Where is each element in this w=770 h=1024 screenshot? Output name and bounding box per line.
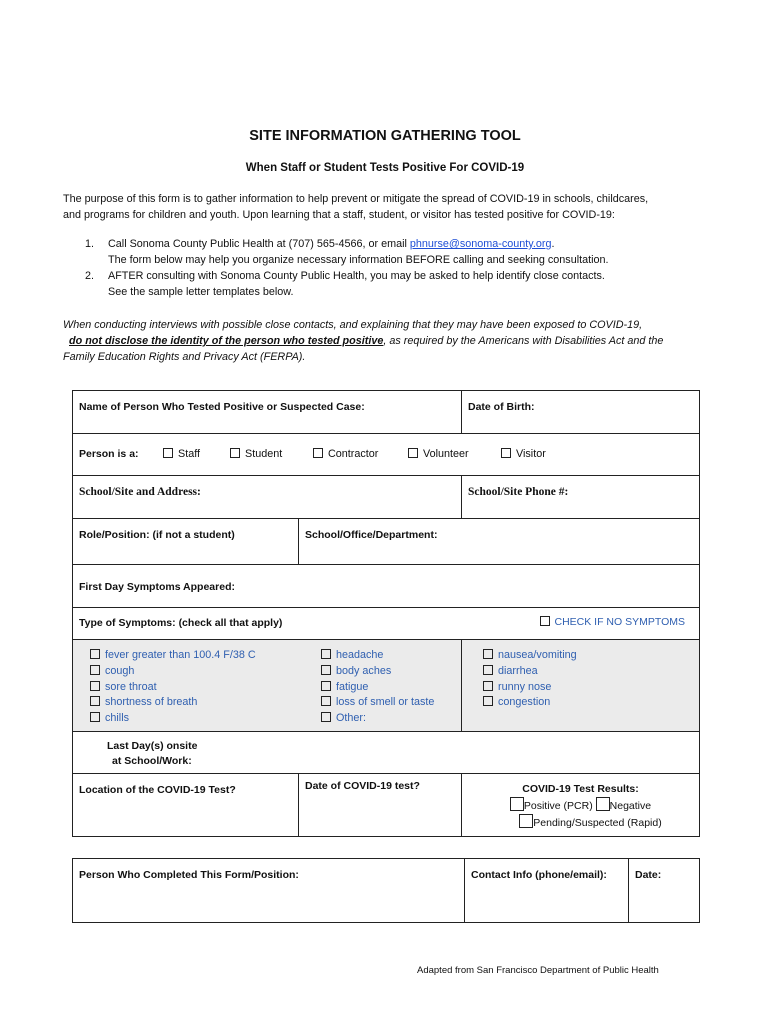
- contact-info-field[interactable]: [464, 859, 628, 922]
- test-results-label: COVID-19 Test Results:: [522, 783, 639, 795]
- role-label: Role/Position: (if not a student): [79, 529, 235, 541]
- name-label: Name of Person Who Tested Positive or Suspected Case:: [79, 401, 365, 413]
- symptom-label: nausea/vomiting: [498, 649, 577, 661]
- step-item: [85, 268, 705, 300]
- checkbox[interactable]: [90, 649, 100, 659]
- symptom-item[interactable]: [321, 680, 434, 696]
- checkbox[interactable]: [321, 665, 331, 675]
- last-day-label: at School/Work:: [112, 755, 192, 767]
- symptom-label: loss of smell or taste: [336, 696, 435, 709]
- symptom-label: fatigue: [336, 680, 369, 693]
- test-location-field[interactable]: [73, 774, 298, 836]
- symptom-label: chills: [105, 712, 129, 725]
- symptom-label: diarrhea: [498, 664, 538, 677]
- symptom-label: sore throat: [105, 680, 157, 693]
- checkbox-pending[interactable]: [519, 814, 533, 828]
- completed-by-field[interactable]: [73, 859, 464, 922]
- person-type-field: [73, 434, 699, 475]
- dob-label: Date of Birth:: [468, 401, 535, 413]
- symptom-item[interactable]: [321, 711, 434, 727]
- test-date-label: Date of COVID-19 test?: [305, 780, 420, 792]
- test-results-field: [461, 774, 699, 836]
- symptom-item[interactable]: [321, 648, 434, 664]
- intro-line: The purpose of this form is to gather information to help prevent or mitigate the spread of COVID-19 in schools, childcares,: [63, 193, 649, 205]
- footer-credit: Adapted from San Francisco Department of Public Health: [417, 965, 659, 976]
- checkbox[interactable]: [163, 448, 173, 458]
- first-day-label: First Day Symptoms Appeared:: [79, 581, 235, 593]
- option-label: Student: [245, 448, 283, 460]
- notice-line: Family Education Rights and Privacy Act (FERPA).: [63, 351, 306, 363]
- step-number: 1.: [85, 238, 95, 250]
- checkbox-negative[interactable]: [596, 797, 610, 811]
- checkbox[interactable]: [321, 649, 331, 659]
- school-phone-label: School/Site Phone #:: [468, 486, 569, 498]
- checkbox[interactable]: [321, 681, 331, 691]
- step-text: The form below may help you organize necessary information BEFORE calling and seeking consultation.: [108, 254, 609, 266]
- checkbox[interactable]: [501, 448, 511, 458]
- symptom-item[interactable]: [483, 680, 577, 696]
- symptoms-column-3: [483, 648, 577, 711]
- symptom-label: fever greater than 100.4 F/38 C: [105, 649, 256, 661]
- checkbox[interactable]: [230, 448, 240, 458]
- symptoms-header: [73, 608, 699, 639]
- form-row: [73, 518, 699, 564]
- steps-list: [85, 236, 705, 300]
- result-positive-label: Positive (PCR): [523, 800, 593, 812]
- test-location-label: Location of the COVID-19 Test?: [79, 784, 236, 796]
- symptoms-column-1: [90, 648, 256, 727]
- checkbox-positive[interactable]: [510, 797, 524, 811]
- contact-info-label: Contact Info (phone/email):: [471, 869, 607, 881]
- checkbox[interactable]: [408, 448, 418, 458]
- symptoms-row: [73, 639, 699, 731]
- notice-line: , as required by the Americans with Disabilities Act and the: [383, 335, 664, 347]
- step-item: [85, 236, 705, 268]
- checkbox[interactable]: [483, 665, 493, 675]
- office-field[interactable]: [298, 519, 699, 564]
- role-field[interactable]: [73, 519, 298, 564]
- notice-emphasis: do not disclose the identity of the person who tested positive: [69, 335, 384, 347]
- page-title: SITE INFORMATION GATHERING TOOL: [249, 128, 521, 144]
- privacy-notice: [63, 317, 713, 365]
- checkbox[interactable]: [90, 665, 100, 675]
- symptom-item[interactable]: [483, 648, 577, 664]
- school-address-label: School/Site and Address:: [79, 486, 201, 498]
- checkbox[interactable]: [483, 681, 493, 691]
- step-number: 2.: [85, 270, 95, 282]
- no-symptoms-option[interactable]: [540, 616, 686, 628]
- checkbox[interactable]: [90, 696, 100, 706]
- option-label: Staff: [178, 448, 201, 460]
- form-row: [73, 731, 699, 773]
- step-text: See the sample letter templates below.: [108, 286, 294, 298]
- checkbox[interactable]: [321, 696, 331, 706]
- option-label: Contractor: [328, 448, 379, 460]
- symptom-label: Other:: [336, 712, 367, 725]
- school-phone-field[interactable]: [461, 476, 699, 518]
- step-text: AFTER consulting with Sonoma County Public Health, you may be asked to help identify close contacts.: [108, 270, 605, 282]
- first-day-field[interactable]: [73, 565, 699, 607]
- date-field[interactable]: [628, 859, 699, 922]
- checkbox[interactable]: [90, 681, 100, 691]
- symptoms-label: Type of Symptoms: (check all that apply): [79, 617, 283, 629]
- email-link[interactable]: phnurse@sonoma-county.org: [409, 238, 552, 250]
- option-volunteer[interactable]: [408, 448, 469, 460]
- symptoms-area: [461, 640, 699, 731]
- result-negative-label: Negative: [609, 800, 652, 812]
- form-row: [73, 475, 699, 518]
- checkbox[interactable]: [483, 649, 493, 659]
- notice-line: When conducting interviews with possible close contacts, and explaining that they may have been exposed to COVID-19,: [63, 319, 643, 331]
- results-options: [468, 797, 693, 814]
- symptom-label: body aches: [336, 664, 392, 677]
- name-field[interactable]: [73, 391, 461, 433]
- completed-by-label: Person Who Completed This Form/Position:: [79, 869, 299, 881]
- form-row: [73, 391, 699, 433]
- option-contractor[interactable]: [313, 448, 378, 460]
- symptom-item[interactable]: [321, 695, 434, 711]
- result-pending-label: Pending/Suspected (Rapid): [533, 817, 662, 829]
- option-label: Visitor: [516, 448, 546, 460]
- symptom-label: cough: [105, 664, 135, 677]
- date-label: Date:: [635, 869, 662, 881]
- person-type-row: [73, 433, 699, 475]
- symptom-item[interactable]: [90, 695, 256, 711]
- last-day-label: Last Day(s) onsite: [107, 740, 198, 752]
- option-visitor[interactable]: [501, 448, 546, 460]
- symptom-label: headache: [336, 649, 384, 661]
- page-subtitle: When Staff or Student Tests Positive For COVID-19: [245, 162, 525, 174]
- symptom-label: shortness of breath: [105, 696, 198, 709]
- intro-line: and programs for children and youth. Upon learning that a staff, student, or visitor has tested positive for COVID-19:: [63, 209, 615, 221]
- symptoms-area: [73, 640, 461, 731]
- symptom-item[interactable]: [483, 695, 577, 711]
- option-student[interactable]: [230, 448, 282, 460]
- person-type-label: Person is a:: [79, 448, 139, 460]
- checkbox[interactable]: [483, 696, 493, 706]
- symptom-item[interactable]: [90, 648, 256, 664]
- form-row: [73, 607, 699, 639]
- checkbox[interactable]: [90, 712, 100, 722]
- dob-field[interactable]: [461, 391, 699, 433]
- checkbox[interactable]: [540, 616, 550, 626]
- symptom-item[interactable]: [90, 711, 256, 727]
- symptoms-column-2: [321, 648, 434, 727]
- checkbox[interactable]: [313, 448, 323, 458]
- office-label: School/Office/Department:: [305, 529, 438, 541]
- step-text: Call Sonoma County Public Health at (707) 565-4566, or email: [108, 238, 410, 250]
- form-row: [73, 773, 699, 836]
- form-row: [73, 564, 699, 607]
- symptom-item[interactable]: [90, 680, 256, 696]
- last-day-field[interactable]: [73, 732, 699, 773]
- school-address-field[interactable]: [73, 476, 461, 518]
- case-form: [72, 390, 700, 837]
- step-text: .: [551, 238, 555, 250]
- checkbox[interactable]: [321, 712, 331, 722]
- test-date-field[interactable]: [298, 774, 461, 836]
- symptom-item[interactable]: [90, 664, 256, 680]
- symptom-label: congestion: [498, 696, 551, 709]
- symptom-item[interactable]: [483, 664, 577, 680]
- option-staff[interactable]: [163, 448, 200, 460]
- results-options: [468, 814, 693, 831]
- option-label: Volunteer: [423, 448, 469, 460]
- symptom-label: runny nose: [498, 680, 552, 693]
- intro-paragraph: [63, 191, 713, 223]
- completion-form: [72, 858, 700, 923]
- symptom-item[interactable]: [321, 664, 434, 680]
- no-symptoms-label: CHECK IF NO SYMPTOMS: [554, 616, 685, 628]
